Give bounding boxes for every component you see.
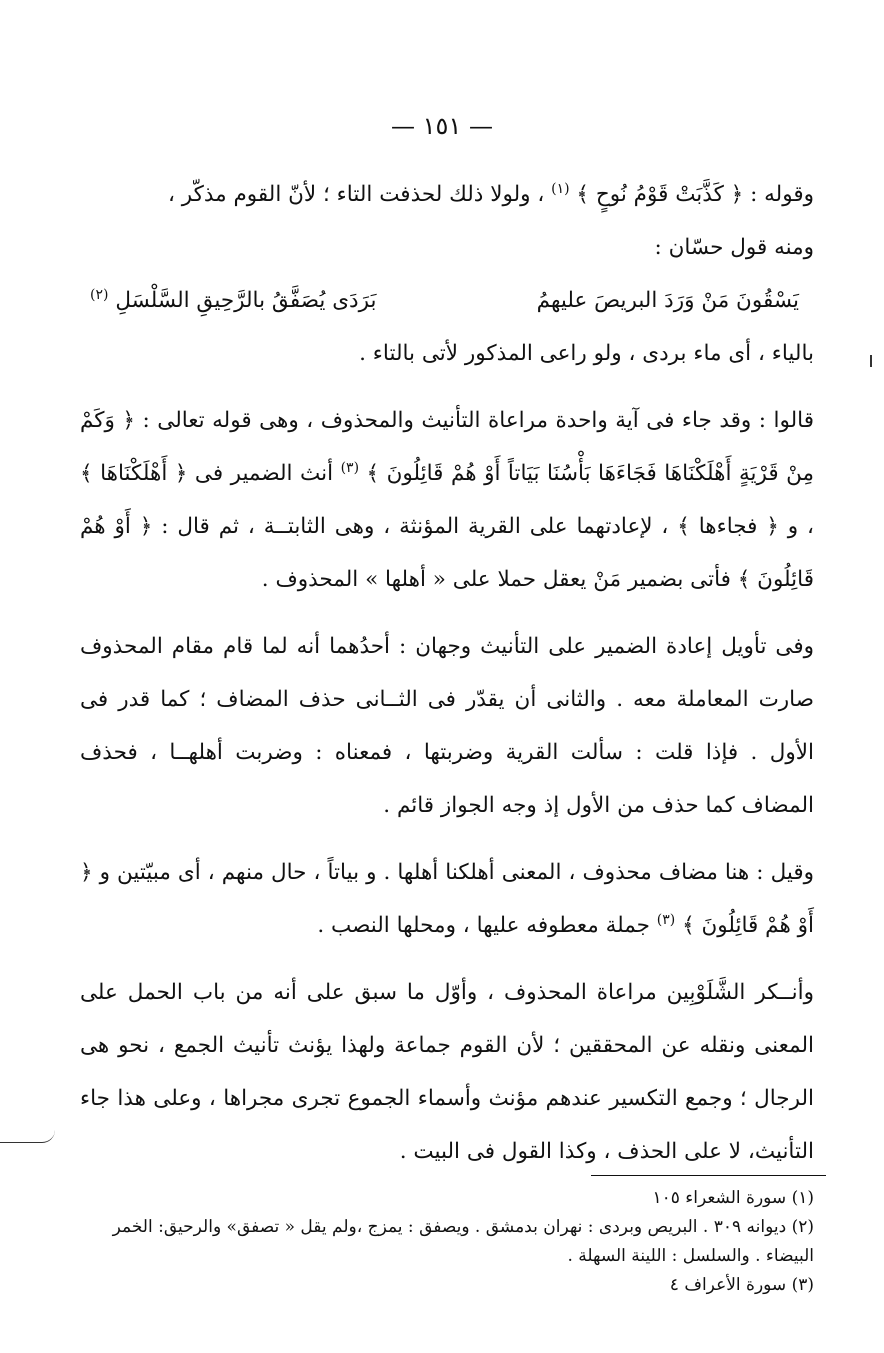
paragraph-text: أنث الضمير فى ﴿ أَهْلَكْنَاهَا ﴾ ، و ﴿ فجاءها ﴾ ، لإعادتهما على القرية المؤنثة ، وهى الثابتــة ، ثم قال : ﴿ أَوْ هُمْ قَائِلُونَ ﴾ فأتى بضمير مَنْ يعقل حملا على « أهلها » المحذوف . bbox=[80, 461, 814, 592]
footnote-2: (٢) ديوانه ٣٠٩ . البريص وبردى : نهران بدمشق . ويصفق : يمزج ،ولم يقل « تصفق» والرحيق: الخمر البيضاء . والسلسل : اللينة السهلة . bbox=[112, 1217, 814, 1266]
verse-second-hemistich bbox=[90, 274, 376, 327]
quote-text: وقوله : ﴿ كَذَّبَتْ قَوْمُ نُوحٍ ﴾ bbox=[569, 182, 814, 207]
footnote-ref-3b: (٣) bbox=[656, 911, 676, 928]
paragraph-text: وقيل : هنا مضاف محذوف ، المعنى أهلكنا أهلها . و بياتاً ، حال منهم ، أى مبيّتين و ﴿ أَوْ هُمْ قَائِلُونَ ﴾ bbox=[80, 860, 814, 938]
paragraph-1-line-1 bbox=[80, 168, 814, 221]
footnote-1: (١) سورة الشعراء ١٠٥ bbox=[652, 1188, 814, 1208]
paragraph-5: وأنــكر الشَّلَوْبِين مراعاة المحذوف ، وأوّل ما سبق على أنه من باب الحمل على المعنى ونقله عن المحققين ؛ لأن القوم جماعة ولهذا يؤنث تأنيث الجمع ، نحو هى الرجال ؛ وجمع التكسير عندهم مؤنث وأسماء الجموع تجرى مجراها ، وعلى هذا جاء التأنيث، لا على الحذف ، وكذا القول فى البيت . bbox=[80, 980, 814, 1164]
footnote-ref-2: (٢) bbox=[90, 286, 109, 303]
body-text bbox=[80, 168, 814, 1178]
edge-scan-mark bbox=[870, 355, 872, 367]
footnote-ref-3: (٣) bbox=[340, 459, 360, 476]
paragraph-1-line-3: بالياء ، أى ماء بردى ، ولو راعى المذكور لأتى بالتاء . bbox=[359, 341, 814, 366]
footnote-divider bbox=[591, 1175, 826, 1176]
paragraph-2 bbox=[80, 394, 814, 606]
paragraph-text: جملة معطوفه عليها ، ومحلها النصب . bbox=[317, 913, 657, 938]
paragraph-3: وفى تأويل إعادة الضمير على التأنيث وجهان : أحدُهما أنه لما قام مقام المحذوف صارت المعاملة معه . والثانى أن يقدّر فى الثــانى حذف المضاف ؛ كما قدر فى الأول . فإذا قلت : سألت القرية وضربتها ، فمعناه : وضربت أهلهــا ، فحذف المضاف كما حذف من الأول إذ وجه الجواز قائم . bbox=[80, 634, 814, 818]
footnote-3: (٣) سورة الأعراف ٤ bbox=[669, 1275, 814, 1295]
verse-first-hemistich: يَسْقُونَ مَنْ وَرَدَ البريصَ عليهمُ bbox=[536, 288, 799, 313]
verse-text: بَرَدَى يُصَفَّقُ بالرَّحِيقِ السَّلْسَلِ bbox=[115, 288, 377, 313]
footnote-ref-1: (١) bbox=[551, 180, 570, 197]
paragraph-text: ، ولولا ذلك لحذفت التاء ؛ لأنّ القوم مذكّر ، bbox=[167, 182, 552, 207]
poetry-verse bbox=[80, 274, 814, 327]
paragraph-text: قالوا : وقد جاء فى آية واحدة مراعاة التأنيث والمحذوف ، وهى قوله تعالى : ﴿ وَكَمْ مِنْ قَرْيَةٍ أَهْلَكْنَاهَا فَجَاءَهَا بَأْسُنَا بَيَاتاً أَوْ هُمْ قَائِلُونَ ﴾ bbox=[80, 408, 814, 486]
footnotes bbox=[64, 1184, 814, 1300]
page-number: — ١٥١ — bbox=[391, 112, 493, 140]
paragraph-1-line-2: ومنه قول حسّان : bbox=[654, 235, 814, 260]
paragraph-4 bbox=[80, 846, 814, 952]
margin-scan-mark bbox=[0, 1130, 55, 1143]
